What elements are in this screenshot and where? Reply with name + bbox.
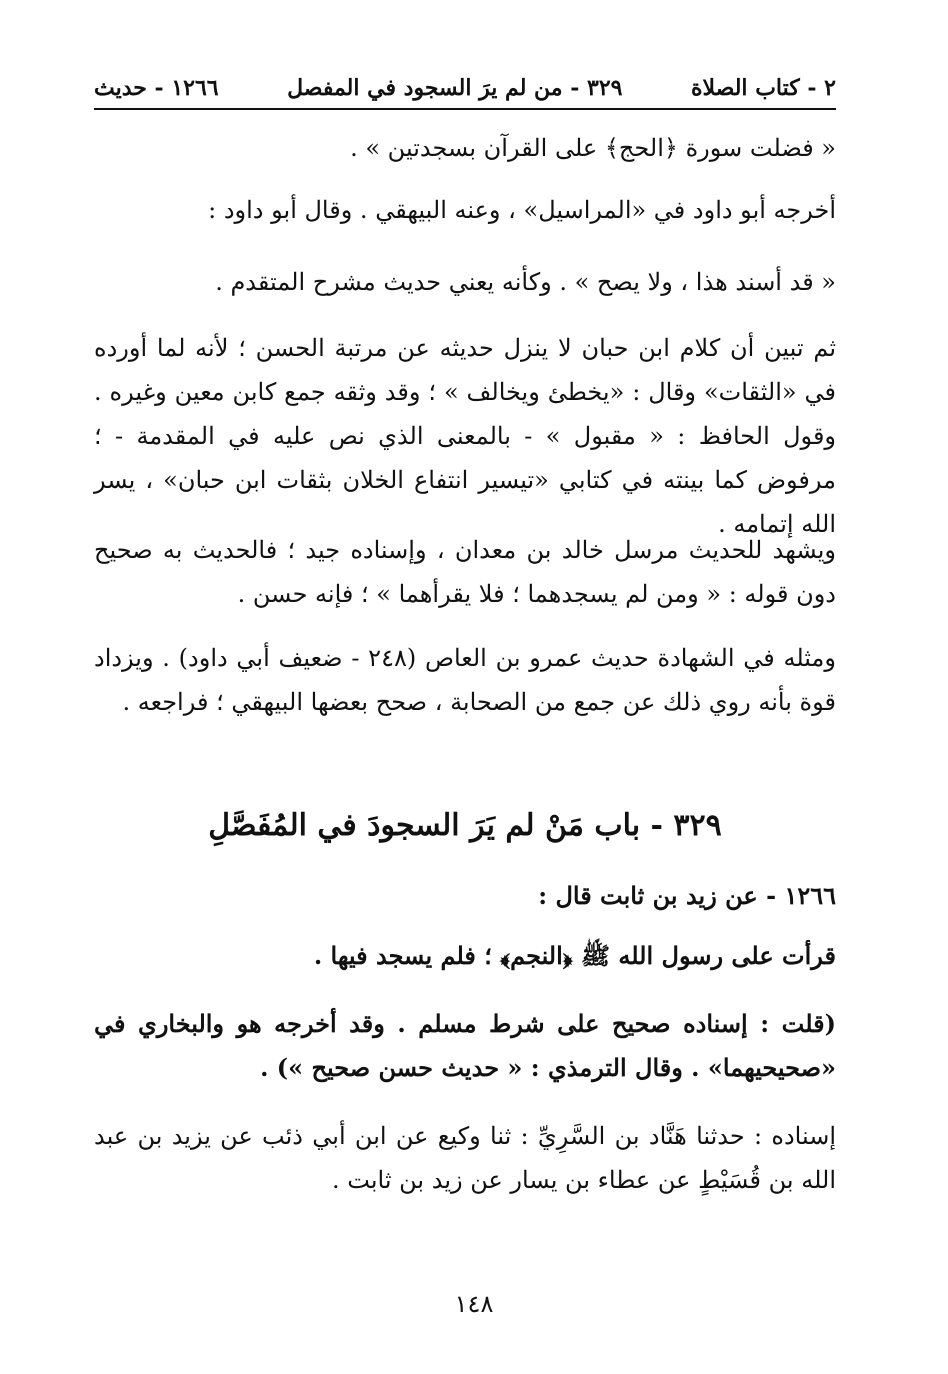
paragraph-2: [94, 190, 836, 230]
paragraph-6: [94, 636, 836, 724]
hadith-note: [94, 1002, 836, 1090]
chapter-heading: ٣٢٩ - باب مَنْ لم يَرَ السجودَ في المُفَصَّلِ: [208, 808, 722, 843]
running-header: [94, 70, 836, 106]
hadith-intro-text: ١٢٦٦ - عن زيد بن ثابت قال :: [538, 881, 836, 910]
paragraph-4-text: ثم تبين أن كلام ابن حبان لا ينزل حديثه عن مرتبة الحسن ؛ لأنه لما أورده في «الثقات» وقال : «يخطئ ويخالف » ؛ وقد وثقه جمع كابن معين وغيره . وقول الحافظ : « مقبول » - بالمعنى الذي نص عليه في المقدمة - ؛ مرفوض كما بينته في كتابي «تيسير انتفاع الخلان بثقات ابن حبان» ، يسر الله إتمامه .: [94, 334, 836, 538]
paragraph-3: [94, 262, 836, 302]
page-number: ١٤٨: [454, 1290, 494, 1318]
paragraph-5: [94, 528, 836, 616]
header-book-title: ٢ - كتاب الصلاة: [690, 75, 836, 101]
header-hadith-number: ١٢٦٦ - حديث: [94, 75, 219, 101]
paragraph-1-text: « فضلت سورة ﴿الحج﴾ على القرآن بسجدتين » .: [350, 134, 836, 162]
header-divider: [94, 108, 836, 110]
hadith-text: [94, 936, 836, 976]
hadith-isnad: [94, 1114, 836, 1202]
hadith-note-text: (قلت : إسناده صحيح على شرط مسلم . وقد أخرجه هو والبخاري في «صحيحيهما» . وقال الترمذي : « حديث حسن صحيح ») .: [94, 1009, 836, 1082]
hadith-isnad-text: إسناده : حدثنا هَنَّاد بن السَّرِيِّ : ثنا وكيع عن ابن أبي ذئب عن يزيد بن عبد الله بن قُسَيْطٍ عن عطاء بن يسار عن زيد بن ثابت .: [94, 1122, 836, 1194]
paragraph-5-text: ويشهد للحديث مرسل خالد بن معدان ، وإسناده جيد ؛ فالحديث به صحيح دون قوله : « ومن لم يسجدهما ؛ فلا يقرأهما » ؛ فإنه حسن .: [94, 536, 836, 608]
header-chapter-title: ٣٢٩ - من لم يرَ السجود في المفصل: [287, 75, 623, 101]
hadith-text-line: قرأت على رسول الله ﷺ ﴿النجم﴾ ؛ فلم يسجد فيها .: [313, 941, 836, 970]
paragraph-6-text: ومثله في الشهادة حديث عمرو بن العاص (٢٤٨ - ضعيف أبي داود) . ويزداد قوة بأنه روي ذلك عن جمع من الصحابة ، صحح بعضها البيهقي ؛ فراجعه .: [94, 644, 836, 716]
paragraph-4: [94, 326, 836, 546]
paragraph-1: [94, 128, 836, 168]
paragraph-2-text: أخرجه أبو داود في «المراسيل» ، وعنه البيهقي . وقال أبو داود :: [208, 196, 836, 224]
paragraph-3-text: « قد أسند هذا ، ولا يصح » . وكأنه يعني حديث مشرح المتقدم .: [215, 268, 836, 296]
hadith-intro: [94, 876, 836, 916]
